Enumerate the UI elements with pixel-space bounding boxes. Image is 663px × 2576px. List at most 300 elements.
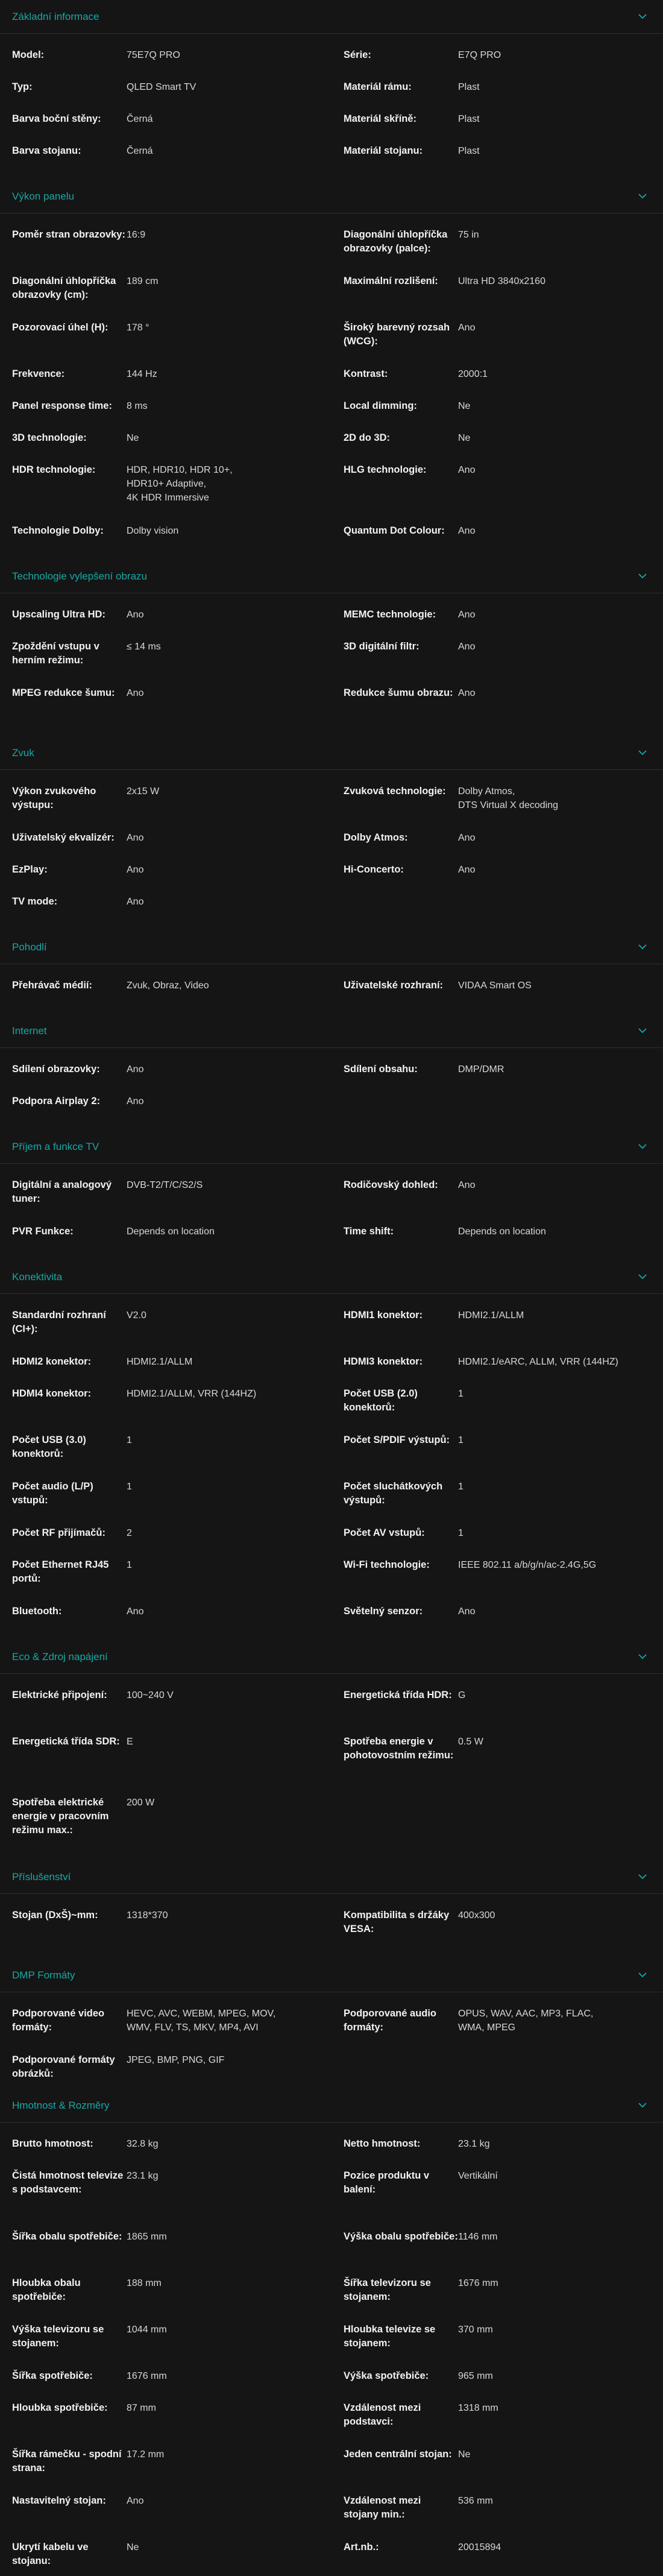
spec-label: Hloubka spotřebiče: xyxy=(12,2402,108,2413)
spec-value: E7Q PRO xyxy=(458,50,501,60)
spec-value: Ano xyxy=(458,1606,476,1617)
section-body xyxy=(0,1992,663,2089)
spec-label: Hloubka obalu spotřebiče: xyxy=(12,2278,81,2302)
spec-row xyxy=(0,863,663,895)
section-header-prijem-a-funkce-tv[interactable] xyxy=(0,1130,663,1164)
spec-value: 400x300 xyxy=(458,1910,495,1921)
spec-label: HDMI4 konektor: xyxy=(12,1388,92,1399)
spec-value xyxy=(458,2053,663,2085)
spec-label: Hi-Concerto: xyxy=(344,864,404,875)
spec-value: 1865 mm xyxy=(127,2232,167,2242)
spec-item xyxy=(332,321,663,367)
spec-label: Uživatelský ekvalizér: xyxy=(12,832,115,843)
section-header-dmp-formaty[interactable] xyxy=(0,1959,663,1992)
spec-item xyxy=(0,1433,332,1480)
spec-row xyxy=(0,686,663,733)
spec-value: HEVC, AVC, WEBM, MPEG, MOV, WMV, FLV, TS, MKV, MP4, AVI xyxy=(127,2009,276,2033)
chevron-down-icon[interactable] xyxy=(636,941,649,953)
spec-value: Vertikální xyxy=(458,2171,498,2181)
spec-value: JPEG, BMP, PNG, GIF xyxy=(127,2055,225,2065)
spec-item xyxy=(0,784,332,831)
spec-item xyxy=(332,2448,663,2494)
spec-value: 20015894 xyxy=(458,2542,501,2552)
spec-item xyxy=(332,1355,663,1387)
spec-value: HDMI2.1/ALLM xyxy=(127,1357,193,1367)
spec-item xyxy=(0,2053,332,2085)
spec-item xyxy=(332,48,663,80)
spec-item xyxy=(0,2276,332,2323)
spec-label: Hloubka televize se stojanem: xyxy=(344,2324,436,2349)
section-body xyxy=(0,34,663,180)
spec-value: HDMI2.1/ALLM, VRR (144HZ) xyxy=(127,1389,257,1399)
spec-value: Ne xyxy=(458,401,471,411)
spec-item xyxy=(0,2007,332,2053)
section-body xyxy=(0,964,663,1014)
spec-value: Ano xyxy=(127,2496,144,2506)
spec-value: HDMI2.1/ALLM xyxy=(458,1310,524,1321)
spec-value: 200 W xyxy=(127,1798,155,1808)
spec-label: Materiál stojanu: xyxy=(344,145,423,156)
chevron-down-icon[interactable] xyxy=(636,747,649,759)
spec-label: Panel response time: xyxy=(12,400,112,411)
spec-item xyxy=(0,1735,332,1796)
spec-value: Ano xyxy=(458,323,476,333)
section-header-technologie-vylepseni-obrazu[interactable] xyxy=(0,560,663,593)
spec-value: 75E7Q PRO xyxy=(127,50,180,60)
spec-row xyxy=(0,399,663,431)
spec-value xyxy=(458,1796,663,1857)
spec-item xyxy=(332,1387,663,1433)
section-body xyxy=(0,1294,663,1640)
spec-row xyxy=(0,144,663,176)
section-body xyxy=(0,1048,663,1130)
spec-item xyxy=(332,895,663,927)
spec-label: Počet sluchátkových výstupů: xyxy=(344,1481,443,1506)
spec-label: Elektrické připojení: xyxy=(12,1690,107,1700)
spec-value: Ano xyxy=(458,610,476,620)
spec-row xyxy=(0,80,663,112)
spec-item xyxy=(332,2007,663,2053)
spec-label: Upscaling Ultra HD: xyxy=(12,609,105,620)
spec-row xyxy=(0,321,663,367)
spec-label: Materiál rámu: xyxy=(344,81,412,92)
section-body xyxy=(0,1674,663,1860)
spec-value: Ano xyxy=(458,642,476,652)
spec-row xyxy=(0,463,663,524)
spec-item xyxy=(0,2401,332,2448)
spec-value: Ne xyxy=(127,433,139,443)
spec-label: TV mode: xyxy=(12,896,58,907)
spec-row xyxy=(0,1526,663,1558)
spec-label: Výkon zvukového výstupu: xyxy=(12,786,96,810)
spec-label: Technologie Dolby: xyxy=(12,525,104,536)
spec-item xyxy=(0,1062,332,1094)
spec-label: Počet RF přijímačů: xyxy=(12,1527,105,1538)
spec-label: Time shift: xyxy=(344,1226,394,1237)
spec-value: Ano xyxy=(458,1180,476,1190)
spec-row xyxy=(0,274,663,321)
spec-item xyxy=(332,1225,663,1257)
spec-label: HDMI3 konektor: xyxy=(344,1356,423,1367)
spec-label: Standardní rozhraní (CI+): xyxy=(12,1310,106,1334)
spec-item xyxy=(0,1387,332,1433)
spec-value: Černá xyxy=(127,114,153,124)
spec-item xyxy=(332,463,663,524)
spec-label: Wi-Fi technologie: xyxy=(344,1559,430,1570)
spec-item xyxy=(0,1908,332,1955)
spec-value: 2x15 W xyxy=(127,786,160,797)
spec-value: Ano xyxy=(458,526,476,536)
spec-item xyxy=(332,1526,663,1558)
section-header-pohodli[interactable] xyxy=(0,930,663,964)
chevron-down-icon[interactable] xyxy=(636,1969,649,1981)
spec-item xyxy=(332,228,663,274)
spec-label: Stojan (DxŠ)~mm: xyxy=(12,1910,98,1921)
spec-label: Bluetooth: xyxy=(12,1606,62,1617)
spec-label: Digitální a analogový tuner: xyxy=(12,1179,112,1204)
spec-row xyxy=(0,979,663,1011)
spec-row xyxy=(0,2230,663,2276)
spec-label: Nastavitelný stojan: xyxy=(12,2495,106,2506)
spec-label: Podporované video formáty: xyxy=(12,2008,105,2033)
spec-value: Ano xyxy=(127,1064,144,1075)
spec-row xyxy=(0,228,663,274)
spec-label: 2D do 3D: xyxy=(344,432,391,443)
spec-item xyxy=(0,399,332,431)
spec-value: HDMI2.1/eARC, ALLM, VRR (144HZ) xyxy=(458,1357,618,1367)
spec-item xyxy=(332,80,663,112)
spec-item xyxy=(0,1605,332,1637)
spec-value: 2 xyxy=(127,1528,132,1538)
spec-label: Spotřeba energie v pohotovostním režimu: xyxy=(344,1736,454,1761)
spec-row xyxy=(0,1605,663,1637)
spec-item xyxy=(332,399,663,431)
spec-label: Přehrávač médií: xyxy=(12,980,92,991)
spec-label: Výška televizoru se stojanem: xyxy=(12,2324,104,2349)
section-header-zakladni-informace[interactable] xyxy=(0,0,663,34)
spec-item xyxy=(0,1355,332,1387)
section-title: Eco & Zdroj napájení xyxy=(12,1650,108,1662)
spec-value: 188 mm xyxy=(127,2278,162,2288)
spec-item xyxy=(0,80,332,112)
spec-value: HDR, HDR10, HDR 10+, HDR10+ Adaptive, 4K HDR Immersive xyxy=(127,465,233,503)
spec-value: Ano xyxy=(458,833,476,843)
spec-value: E xyxy=(127,1737,133,1747)
spec-item xyxy=(0,144,332,176)
spec-item xyxy=(0,463,332,524)
spec-item xyxy=(0,1526,332,1558)
spec-label: EzPlay: xyxy=(12,864,48,875)
chevron-down-icon[interactable] xyxy=(636,2100,649,2112)
spec-item xyxy=(0,1796,332,1857)
spec-label: Šířka rámečku - spodní strana: xyxy=(12,2449,122,2473)
spec-label: Barva boční stěny: xyxy=(12,113,101,124)
section-title: Konektivita xyxy=(12,1271,63,1283)
spec-label xyxy=(332,1796,458,1857)
spec-value: Plast xyxy=(458,82,480,92)
spec-label: Spotřeba elektrické energie v pracovním režimu max.: xyxy=(12,1797,109,1836)
chevron-down-icon[interactable] xyxy=(636,11,649,23)
spec-value: V2.0 xyxy=(127,1310,146,1321)
section-body xyxy=(0,593,663,736)
spec-label: Série: xyxy=(344,49,371,60)
spec-value: 1676 mm xyxy=(127,2371,167,2381)
spec-value: ≤ 14 ms xyxy=(127,642,161,652)
spec-value: Ano xyxy=(127,865,144,875)
spec-row xyxy=(0,2448,663,2494)
spec-row xyxy=(0,2276,663,2323)
spec-value: 100~240 V xyxy=(127,1690,174,1700)
spec-item xyxy=(332,1558,663,1605)
spec-label: Šířka televizoru se stojanem: xyxy=(344,2278,431,2302)
spec-value: Ano xyxy=(127,610,144,620)
spec-value: Ano xyxy=(458,688,476,698)
spec-item xyxy=(332,1094,663,1126)
spec-value: Dolby Atmos, DTS Virtual X decoding xyxy=(458,786,559,810)
spec-row xyxy=(0,524,663,556)
spec-label: Energetická třída SDR: xyxy=(12,1736,120,1747)
spec-item xyxy=(0,1558,332,1605)
spec-item xyxy=(0,2230,332,2276)
spec-item xyxy=(332,1178,663,1225)
spec-value xyxy=(458,1094,663,1126)
chevron-down-icon[interactable] xyxy=(636,1271,649,1283)
spec-label xyxy=(332,1094,458,1126)
spec-row xyxy=(0,1558,663,1605)
spec-value: Černá xyxy=(127,146,153,156)
spec-label: Poměr stran obrazovky: xyxy=(12,229,125,240)
spec-value: 23.1 kg xyxy=(458,2139,490,2149)
spec-label: Art.nb.: xyxy=(344,2542,379,2552)
spec-value: 0.5 W xyxy=(458,1737,483,1747)
section-title: Základní informace xyxy=(12,10,99,22)
spec-item xyxy=(0,228,332,274)
spec-label: Podporované audio formáty: xyxy=(344,2008,437,2033)
spec-label: Podpora Airplay 2: xyxy=(12,1096,101,1106)
spec-item xyxy=(332,1433,663,1480)
spec-row xyxy=(0,1225,663,1257)
spec-value: OPUS, WAV, AAC, MP3, FLAC, WMA, MPEG xyxy=(458,2009,594,2033)
spec-value: Ultra HD 3840x2160 xyxy=(458,276,545,286)
spec-value: 32.8 kg xyxy=(127,2139,159,2149)
spec-label: MPEG redukce šumu: xyxy=(12,687,115,698)
spec-value: Ano xyxy=(458,865,476,875)
spec-row xyxy=(0,112,663,144)
spec-item xyxy=(332,2323,663,2369)
spec-value: 1318 mm xyxy=(458,2403,498,2413)
spec-item xyxy=(332,784,663,831)
section-header-zvuk[interactable] xyxy=(0,736,663,770)
spec-value: 87 mm xyxy=(127,2403,156,2413)
spec-label: Sdílení obrazovky: xyxy=(12,1064,100,1075)
spec-item xyxy=(0,431,332,463)
spec-row xyxy=(0,1480,663,1526)
spec-value: 1 xyxy=(458,1528,463,1538)
spec-value: 1 xyxy=(127,1560,132,1570)
spec-label: Počet USB (3.0) konektorů: xyxy=(12,1435,86,1459)
spec-row xyxy=(0,640,663,686)
spec-label: Netto hmotnost: xyxy=(344,2138,421,2149)
section-header-eco-zdroj-napajeni[interactable] xyxy=(0,1640,663,1674)
spec-item xyxy=(0,2323,332,2369)
chevron-down-icon[interactable] xyxy=(636,1871,649,1883)
spec-label: Uživatelské rozhraní: xyxy=(344,980,444,991)
spec-item xyxy=(0,321,332,367)
spec-label: Frekvence: xyxy=(12,368,65,379)
spec-row xyxy=(0,1688,663,1735)
spec-row xyxy=(0,48,663,80)
spec-row xyxy=(0,367,663,399)
spec-value: Dolby vision xyxy=(127,526,179,536)
section-header-hmotnost-rozmery[interactable] xyxy=(0,2089,663,2123)
spec-label: Brutto hmotnost: xyxy=(12,2138,93,2149)
spec-row xyxy=(0,1309,663,1355)
spec-label: Počet USB (2.0) konektorů: xyxy=(344,1388,418,1413)
spec-label: Barva stojanu: xyxy=(12,145,81,156)
spec-label: Šířka spotřebiče: xyxy=(12,2370,93,2381)
spec-row xyxy=(0,2540,663,2572)
spec-label: Maximální rozlišení: xyxy=(344,276,438,286)
spec-row xyxy=(0,831,663,863)
spec-label: Quantum Dot Colour: xyxy=(344,525,445,536)
spec-value: Ne xyxy=(458,433,471,443)
section-header-konektivita[interactable] xyxy=(0,1260,663,1294)
spec-value: 965 mm xyxy=(458,2371,493,2381)
spec-item xyxy=(332,640,663,686)
spec-label: HDMI2 konektor: xyxy=(12,1356,92,1367)
spec-item xyxy=(0,863,332,895)
spec-label: Diagonální úhlopříčka obrazovky (cm): xyxy=(12,276,116,300)
spec-item xyxy=(0,686,332,733)
spec-label: 3D technologie: xyxy=(12,432,87,443)
spec-row xyxy=(0,1796,663,1857)
spec-item xyxy=(332,2369,663,2401)
spec-item xyxy=(332,2053,663,2085)
spec-value: 189 cm xyxy=(127,276,159,286)
spec-label: Šířka obalu spotřebiče: xyxy=(12,2231,122,2242)
spec-item xyxy=(332,2494,663,2540)
spec-item xyxy=(0,1309,332,1355)
chevron-down-icon[interactable] xyxy=(636,191,649,203)
spec-item xyxy=(0,895,332,927)
spec-value: Ano xyxy=(127,1096,144,1106)
spec-item xyxy=(0,608,332,640)
spec-value: 1 xyxy=(127,1435,132,1445)
spec-item xyxy=(0,524,332,556)
section-header-vykon-panelu[interactable] xyxy=(0,180,663,213)
spec-row xyxy=(0,1355,663,1387)
spec-label: Diagonální úhlopříčka obrazovky (palce): xyxy=(344,229,448,254)
spec-item xyxy=(0,2369,332,2401)
spec-item xyxy=(332,1908,663,1955)
spec-item xyxy=(0,112,332,144)
spec-label: Kompatibilita s držáky VESA: xyxy=(344,1910,450,1934)
spec-row xyxy=(0,2137,663,2169)
spec-label: HLG technologie: xyxy=(344,464,427,475)
spec-value: 1676 mm xyxy=(458,2278,498,2288)
spec-value: 17.2 mm xyxy=(127,2449,165,2460)
spec-row xyxy=(0,895,663,927)
spec-item xyxy=(332,1062,663,1094)
spec-item xyxy=(332,2401,663,2448)
section-body xyxy=(0,213,663,560)
spec-value: Zvuk, Obraz, Video xyxy=(127,980,209,991)
spec-value: 1044 mm xyxy=(127,2325,167,2335)
section-title: Příjem a funkce TV xyxy=(12,1140,99,1152)
spec-label: Dolby Atmos: xyxy=(344,832,408,843)
spec-item xyxy=(0,831,332,863)
spec-row xyxy=(0,1433,663,1480)
chevron-down-icon[interactable] xyxy=(636,570,649,582)
spec-value: DVB-T2/T/C/S2/S xyxy=(127,1180,203,1190)
spec-value: Plast xyxy=(458,146,480,156)
section-title: Příslušenství xyxy=(12,1870,71,1883)
spec-label: Vzdálenost mezi podstavci: xyxy=(344,2402,421,2427)
spec-item xyxy=(332,431,663,463)
spec-item xyxy=(332,831,663,863)
section-header-internet[interactable] xyxy=(0,1014,663,1048)
spec-label: Pozice produktu v balení: xyxy=(344,2170,430,2195)
spec-label: Výška obalu spotřebiče: xyxy=(344,2231,458,2242)
spec-value: DMP/DMR xyxy=(458,1064,504,1075)
spec-label: Výška spotřebiče: xyxy=(344,2370,429,2381)
spec-value: 1 xyxy=(127,1482,132,1492)
spec-item xyxy=(332,2276,663,2323)
spec-row xyxy=(0,2053,663,2085)
spec-label: Sdílení obsahu: xyxy=(344,1064,418,1075)
section-title: Hmotnost & Rozměry xyxy=(12,2099,110,2111)
spec-value: QLED Smart TV xyxy=(127,82,196,92)
spec-label: HDR technologie: xyxy=(12,464,96,475)
spec-value: 370 mm xyxy=(458,2325,493,2335)
spec-value: Ano xyxy=(127,897,144,907)
spec-value: Ne xyxy=(458,2449,471,2460)
section-body xyxy=(0,770,663,930)
spec-label: Čistá hmotnost televize s podstavcem: xyxy=(12,2170,124,2195)
spec-item xyxy=(0,2448,332,2494)
section-header-prislusenstvi[interactable] xyxy=(0,1860,663,1894)
spec-value: IEEE 802.11 a/b/g/n/ac-2.4G,5G xyxy=(458,1560,597,1570)
spec-value: 1 xyxy=(458,1389,463,1399)
chevron-down-icon[interactable] xyxy=(636,1141,649,1153)
spec-item xyxy=(0,1480,332,1526)
spec-item xyxy=(0,979,332,1011)
spec-row xyxy=(0,2494,663,2540)
spec-value: Ano xyxy=(127,833,144,843)
spec-label: PVR Funkce: xyxy=(12,1226,74,1237)
section-body xyxy=(0,2123,663,2576)
spec-item xyxy=(332,1309,663,1355)
section-body xyxy=(0,1164,663,1260)
spec-item xyxy=(332,1605,663,1637)
chevron-down-icon[interactable] xyxy=(636,1651,649,1663)
spec-row xyxy=(0,2369,663,2401)
spec-label: Model: xyxy=(12,49,45,60)
spec-item xyxy=(0,2494,332,2540)
spec-item xyxy=(332,686,663,733)
spec-item xyxy=(332,608,663,640)
spec-label: Materiál skříně: xyxy=(344,113,417,124)
spec-value: Ano xyxy=(458,465,476,475)
chevron-down-icon[interactable] xyxy=(636,1025,649,1037)
spec-item xyxy=(0,367,332,399)
spec-value: Depends on location xyxy=(458,1226,546,1237)
spec-item xyxy=(332,863,663,895)
spec-item xyxy=(332,1480,663,1526)
spec-value: 1 xyxy=(458,1435,463,1445)
spec-label: HDMI1 konektor: xyxy=(344,1310,423,1321)
spec-label xyxy=(332,895,458,927)
